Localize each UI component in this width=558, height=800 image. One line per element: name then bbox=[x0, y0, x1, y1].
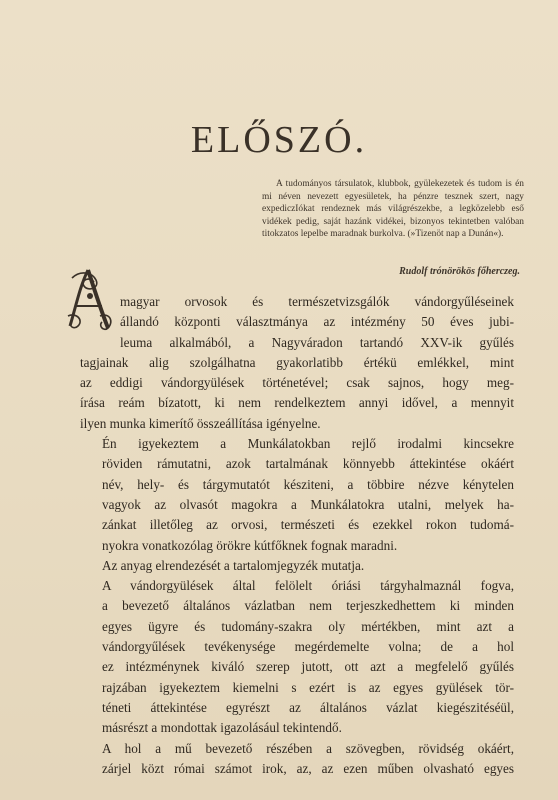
text-line: egyes ügyre és tudomány-szakra oly mértékben, mint azt a bbox=[102, 618, 514, 634]
preface-body bbox=[80, 292, 514, 779]
text-line: röviden rámutatni, azok tartalmának könnyebb áttekintése okáért bbox=[102, 456, 514, 472]
text-line: vándorgyűlések tevékenysége megérdemelte volna; de a hol bbox=[102, 639, 514, 655]
text-line: írása reám bízatott, ki nem rendelkeztem annyi idővel, a mennyit bbox=[80, 395, 514, 411]
text-line: állandó központi választmánya az intézmény 50 éves jubi- bbox=[120, 314, 514, 330]
text-line: tagjainak alig szolgálhatna gyakorlatibb értékü emlékkel, mint bbox=[80, 354, 514, 370]
text-line: téneti áttekintése egyrészt az általános vázlat kiegészitéséül, bbox=[102, 699, 514, 715]
paragraph-4 bbox=[80, 576, 514, 738]
epigraph bbox=[262, 178, 524, 241]
text-line: A vándorgyülések által felölelt óriási tárgyhalmaznál fogva, bbox=[102, 578, 514, 594]
text-line: a bevezető általános vázlatban nem terjeszkedhettem ki minden bbox=[102, 598, 514, 614]
text-line: másrészt a mondottak igazolásául tekintendő. bbox=[102, 720, 342, 736]
text-line: zárjel közt római számot irok, az, az ezen műben olvasható egyes bbox=[102, 760, 514, 776]
page-title: ELŐSZÓ. bbox=[190, 119, 368, 161]
text-line: az eddigi vándorgyülések történetével; csak sajnos, hogy meg- bbox=[80, 375, 514, 391]
text-line: magyar orvosok és természetvizsgálók vándorgyűléseinek bbox=[120, 294, 514, 309]
text-line: zánkat illetőleg az orvosi, természeti és ezekkel rokon tudomá- bbox=[102, 517, 514, 533]
paragraph-3 bbox=[80, 556, 514, 576]
paragraph-2 bbox=[80, 434, 514, 556]
epigraph-attribution: Rudolf trónörökös főherczeg. bbox=[399, 266, 520, 277]
text-line: név, hely- és tárgymutatót késziteni, a többire nézve kénytelen bbox=[102, 476, 514, 492]
paragraph-1 bbox=[80, 292, 514, 434]
text-line: leuma alkalmából, a Nagyváradon tartandó XXV-ik gyűlés bbox=[120, 334, 514, 350]
paragraph-5 bbox=[80, 739, 514, 780]
text-line: Én igyekeztem a Munkálatokban rejlő irodalmi kincsekre bbox=[102, 436, 514, 452]
text-line: nyokra vonatkozólag örökre kútfőknek fognak maradni. bbox=[102, 537, 398, 553]
text-line: ilyen munka kimerítő összeállítása igényelne. bbox=[80, 415, 321, 431]
text-line: ez intézménynek kiváló szerep jutott, ott azt a megfelelő gyűlés bbox=[102, 659, 514, 675]
text-line: rajzában igyekeztem kiemelni s ezért is az egyes gyülések tör- bbox=[102, 679, 514, 695]
text-line: Az anyag elrendezését a tartalomjegyzék mutatja. bbox=[102, 557, 365, 573]
text-line: vagyok az olvasót magokra a Munkálatokra utalni, melyek ha- bbox=[102, 496, 514, 512]
text-line: A hol a mű bevezető részében a szövegben, rövidség okáért, bbox=[102, 740, 514, 756]
epigraph-text: A tudományos társulatok, klubbok, gyülekezetek és tudom is én mi néven nevezett egyesületek, ha pénzre tesznek szert, nagy expediczIókat rendeznek más világrészekbe, a legközelebb eső vidékek pedig, saját hazánk vidékei, bizonyos tekintetben valóban titokzatos lepelbe maradnak burkolva. (»Tizenöt nap a Dunán«). bbox=[262, 179, 524, 240]
